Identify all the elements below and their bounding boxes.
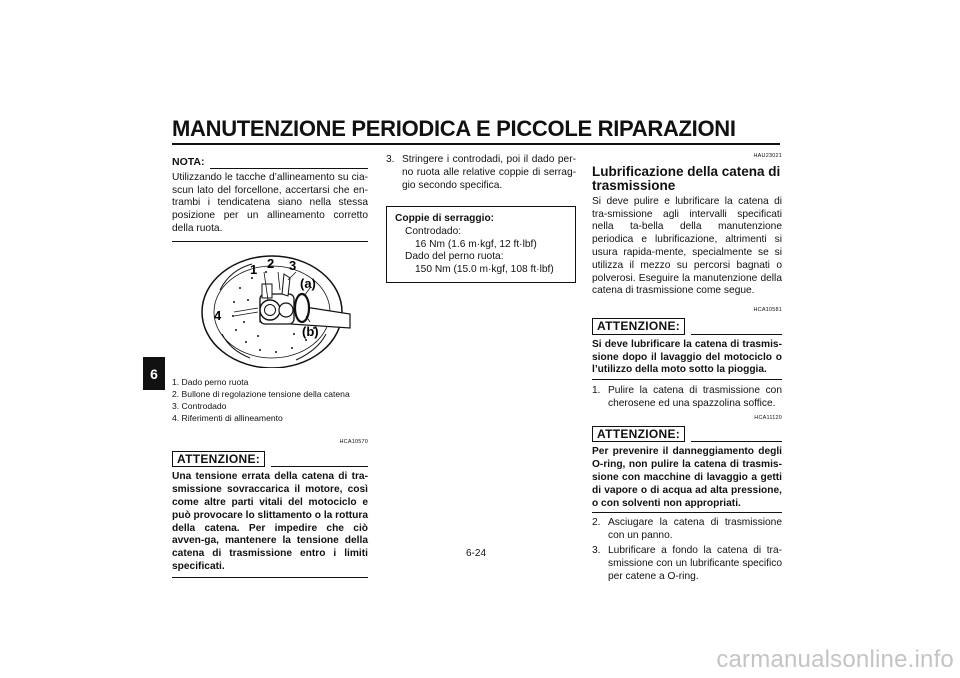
chain-adjuster-figure — [200, 250, 352, 368]
torque-title: Coppie di serraggio: — [395, 213, 495, 225]
warning-code: HCA10581 — [753, 307, 782, 314]
title-rule — [172, 143, 780, 145]
step-1-clean — [592, 385, 782, 411]
step-number: 1. — [592, 385, 601, 397]
warning-label: ATTENZIONE: — [592, 426, 685, 443]
warning-header-line — [691, 322, 782, 335]
warning-label: ATTENZIONE: — [592, 318, 685, 335]
step-number: 2. — [592, 517, 601, 529]
warning-end-rule — [172, 577, 368, 578]
section-intro: Si deve pulire e lubrificare la catena di tra-smissione agli intervalli specificati nella ta-bella della manutenzione periodica e lubrificazione, altrimenti si usura rapida-mente, specialmente se si utilizza il mezzo su percorsi bagnati o polverosi. Eseguire la manutenzione della catena di trasmissione come segue. — [592, 195, 782, 297]
page-title: MANUTENZIONE PERIODICA E PICCOLE RIPARAZIONI — [172, 116, 736, 141]
step-text: Asciugare la catena di trasmissione con un panno. — [608, 517, 782, 542]
chapter-tab: 6 — [143, 357, 165, 390]
warning-header — [172, 451, 368, 468]
warning-code: HCA10570 — [339, 438, 368, 445]
step-text: Pulire la catena di trasmissione con cherosene ed una spazzolina soffice. — [608, 385, 782, 409]
torque-line: Dado del perno ruota: — [405, 251, 504, 263]
warning-header — [592, 426, 782, 443]
warning-label: ATTENZIONE: — [172, 451, 265, 468]
figure-label-b: (b) — [302, 323, 319, 339]
torque-line: 16 Nm (1.6 m·kgf, 12 ft·lbf) — [415, 238, 537, 250]
figure-label-a: (a) — [300, 275, 316, 291]
legend-item: 4. Riferimenti di allineamento — [172, 412, 283, 423]
figure-label-3: 3 — [289, 257, 297, 273]
torque-line: 150 Nm (15.0 m·kgf, 108 ft·lbf) — [415, 263, 554, 275]
step-text: Stringere i controdadi, poi il dado per-no ruota alle relative coppie di serrag-gio secondo specifica. — [402, 154, 576, 191]
warning-text: Per prevenire il danneggiamento degli O-ring, non pulire la catena di trasmis-sione con macchine di lavaggio a getti di vapore o di acqua ad alta pressione, o con solventi non appropriati. — [592, 446, 782, 509]
figure-label-2: 2 — [267, 255, 275, 271]
torque-line: Controdado: — [405, 225, 462, 237]
legend-item: 1. Dado perno ruota — [172, 376, 249, 387]
note-end-rule — [172, 241, 368, 242]
warning-header-line — [691, 429, 782, 442]
legend-item: 3. Controdado — [172, 400, 227, 411]
column-right — [592, 150, 782, 583]
note-label: NOTA: — [172, 156, 205, 168]
step-number: 3. — [592, 544, 601, 556]
figure-label-1: 1 — [250, 261, 258, 277]
step-number: 3. — [386, 154, 395, 165]
torque-spec-box — [386, 206, 576, 283]
warning-header — [592, 318, 782, 335]
step-text: Lubrificare a fondo la catena di tra-smissione con un lubrificante specifico per catene a O-ring. — [608, 544, 782, 582]
step-2-dry — [592, 517, 782, 543]
warning-end-rule — [592, 512, 782, 513]
step-3-lubricate — [592, 545, 782, 583]
warning-end-rule — [592, 379, 782, 380]
figure-label-4: 4 — [214, 307, 222, 323]
legend-item: 2. Bullone di regolazione tensione della catena — [172, 388, 350, 399]
column-left — [172, 156, 368, 578]
column-middle — [386, 154, 576, 283]
warning-code: HCA11120 — [754, 414, 782, 421]
section-code: HAU23021 — [753, 153, 782, 159]
step-3-tighten — [386, 154, 576, 192]
warning-text: Si deve lubrificare la catena di trasmis-sione dopo il lavaggio del motociclo o l’utilizzo della moto sotto la pioggia. — [592, 338, 782, 376]
section-heading: Lubrificazione della catena di trasmissione — [592, 163, 781, 193]
watermark: carmanualsonline.info — [716, 646, 954, 673]
page-number: 6-24 — [466, 548, 487, 559]
note-header-line — [210, 159, 368, 169]
wheel-axle-illustration — [200, 250, 352, 368]
note-header — [172, 156, 368, 169]
note-text: Utilizzando le tacche d’allineamento su cia-scun lato del forcellone, accertarsi che en-trambi i tendicatena siano nella stessa posizione per un allineamento corretto della ruota. — [172, 171, 368, 234]
figure-legend — [172, 376, 368, 424]
warning-header-line — [271, 454, 368, 467]
warning-text: Una tensione errata della catena di tra-smissione sovraccarica il motore, così come altre parti vitali del motociclo e può provocare lo slittamento o la rottura della catena. Per impedire che ciò avven-ga, mantenere la tensione della catena di trasmissione entro i limiti specificati. — [172, 471, 368, 572]
